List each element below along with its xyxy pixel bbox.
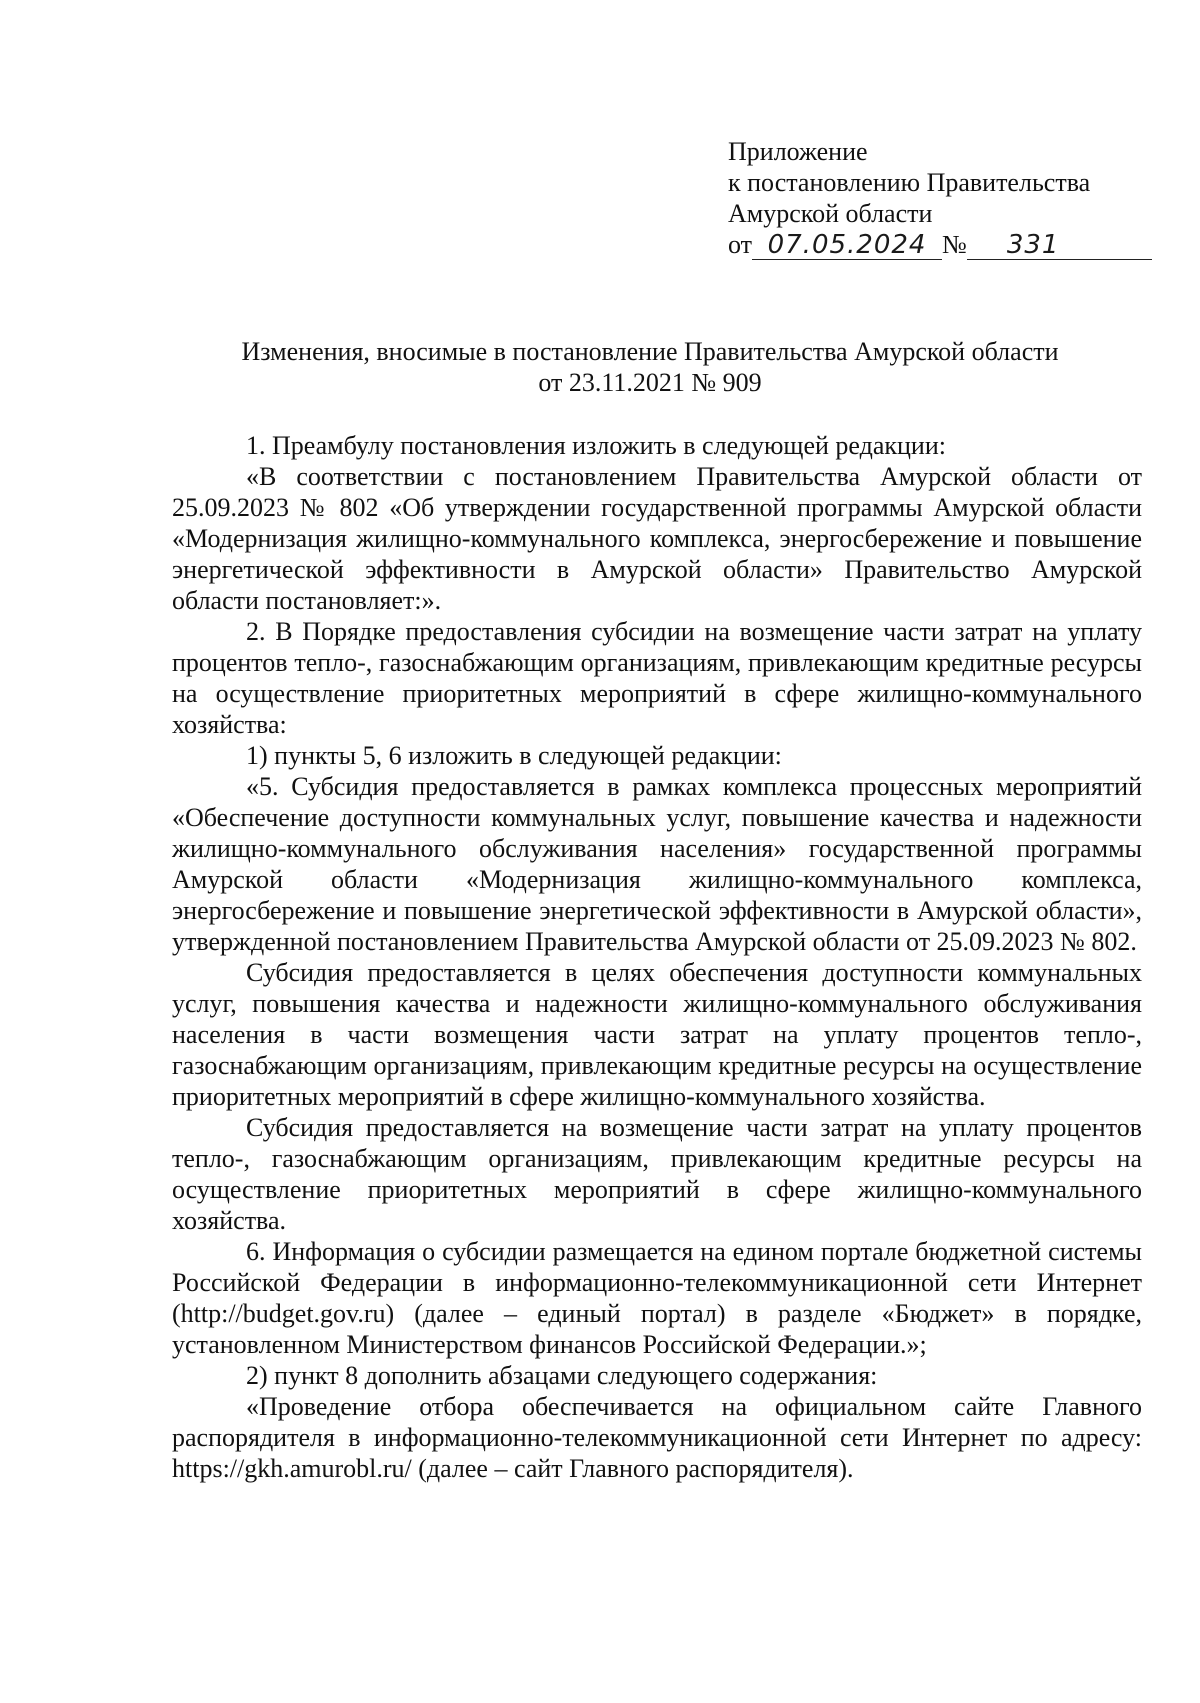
handwritten-date: 07.05.2024 xyxy=(752,231,942,260)
title-line-1: Изменения, вносимые в постановление Правительства Амурской области xyxy=(241,337,1059,366)
handwritten-number: 331 xyxy=(967,231,1152,260)
appendix-region: Амурской области xyxy=(728,199,933,228)
paragraph-subitem-1: 1) пункты 5, 6 изложить в следующей редакции: xyxy=(246,741,782,770)
document-body xyxy=(172,430,1142,1484)
paragraph-subitem-2: 2) пункт 8 дополнить абзацами следующего содержания: xyxy=(246,1361,878,1390)
appendix-resolution-ref: к постановлению Правительства xyxy=(728,168,1091,197)
paragraph-item-2: 2. В Порядке предоставления субсидии на возмещение части затрат на уплату процентов тепло-, газоснабжающим организациям, привлекающим кредитные ресурсы на осуществление приоритетных мероприятий в сфере жилищно-коммунального хозяйства: xyxy=(172,617,1142,739)
appendix-label: Приложение xyxy=(728,137,868,166)
title-line-2: от 23.11.2021 № 909 xyxy=(538,368,762,397)
appendix-block xyxy=(728,136,1148,263)
appendix-date-number-row xyxy=(728,229,1148,263)
date-prefix: от xyxy=(728,230,753,259)
document-title xyxy=(150,336,1150,398)
paragraph-preamble-text: «В соответствии с постановлением Правительства Амурской области от 25.09.2023 № 802 «Об утверждении государственной программы Амурской области «Модернизация жилищно-коммунального комплекса, энергосбережение и повышение энергетической эффективности в Амурской области» Правительство Амурской области постановляет:». xyxy=(172,462,1142,615)
number-label: № xyxy=(942,230,967,259)
paragraph-subsidy-purpose: Субсидия предоставляется в целях обеспечения доступности коммунальных услуг, повышения качества и надежности жилищно-коммунального обслуживания населения в части возмещения части затрат на уплату процентов тепло-, газоснабжающим организациям, привлекающим кредитные ресурсы на осуществление приоритетных мероприятий в сфере жилищно-коммунального хозяйства. xyxy=(172,958,1142,1111)
paragraph-point-5: «5. Субсидия предоставляется в рамках комплекса процессных мероприятий «Обеспечение доступности коммунальных услуг, повышение качества и надежности жилищно-коммунального обслуживания населения» государственной программы Амурской области «Модернизация жилищно-коммунального комплекса, энергосбережение и повышение энергетической эффективности в Амурской области», утвержденной постановлением Правительства Амурской области от 25.09.2023 № 802. xyxy=(172,772,1142,956)
paragraph-preamble-instruction: 1. Преамбулу постановления изложить в следующей редакции: xyxy=(246,431,946,460)
paragraph-subsidy-reimbursement: Субсидия предоставляется на возмещение части затрат на уплату процентов тепло-, газоснабжающим организациям, привлекающим кредитные ресурсы на осуществление приоритетных мероприятий в сфере жилищно-коммунального хозяйства. xyxy=(172,1113,1142,1235)
paragraph-point-6: 6. Информация о субсидии размещается на едином портале бюджетной системы Российской Федерации в информационно-телекоммуникационной сети Интернет (http://budget.gov.ru) (далее – единый портал) в разделе «Бюджет» в порядке, установленном Министерством финансов Российской Федерации.»; xyxy=(172,1237,1142,1359)
paragraph-selection-site: «Проведение отбора обеспечивается на официальном сайте Главного распорядителя в информационно-телекоммуникационной сети Интернет по адресу: https://gkh.amurobl.ru/ (далее – сайт Главного распорядителя). xyxy=(172,1392,1142,1483)
